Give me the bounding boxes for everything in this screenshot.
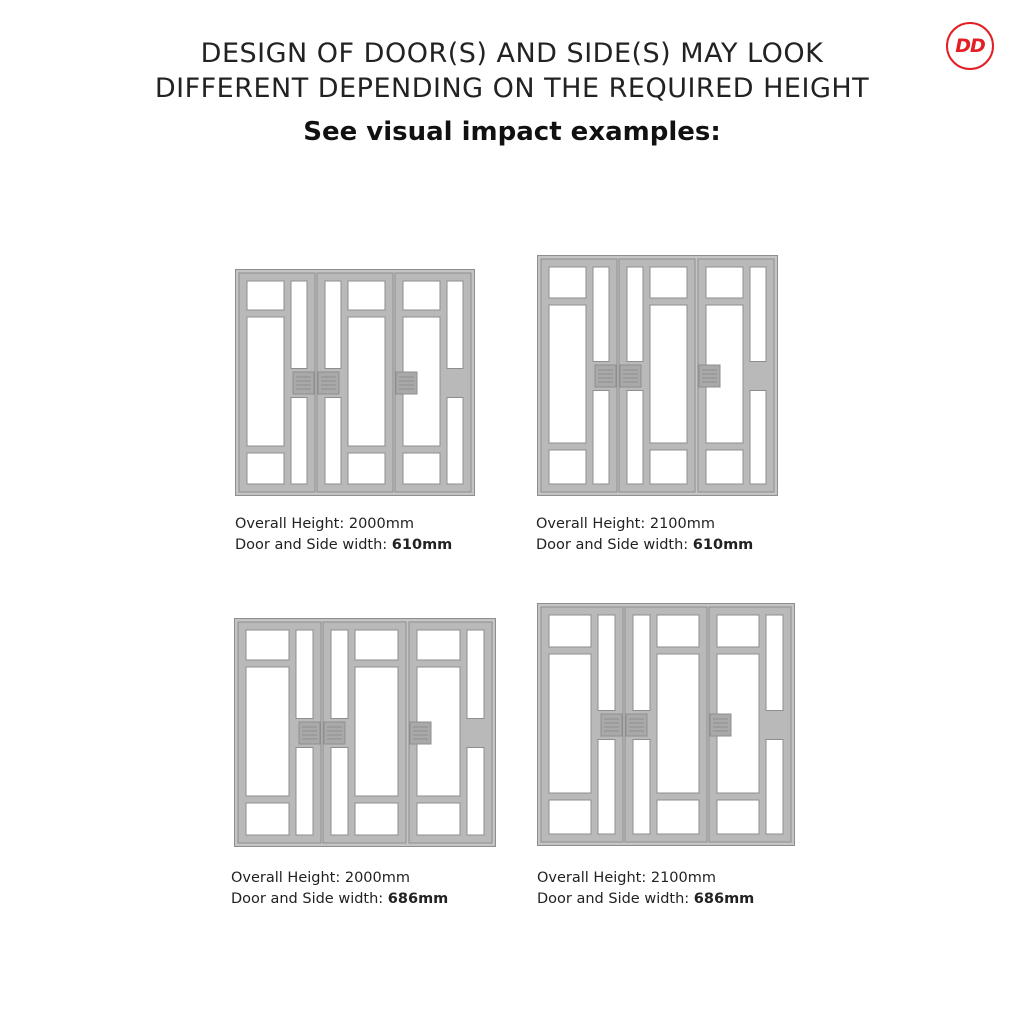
glass-pane [650, 267, 687, 298]
dd-logo: DD [946, 22, 994, 70]
glass-pane [247, 453, 284, 484]
example-caption [536, 514, 753, 556]
glass-pane [247, 317, 284, 446]
glass-pane [325, 398, 341, 485]
glass-pane [348, 317, 385, 446]
door-handle [626, 714, 647, 736]
glass-pane [549, 615, 591, 647]
glass-pane [633, 740, 650, 835]
glass-pane [549, 305, 586, 443]
glass-pane [417, 630, 460, 660]
glass-pane [403, 281, 440, 310]
glass-pane [750, 267, 766, 362]
glass-pane [247, 281, 284, 310]
door-handle [324, 722, 345, 744]
heading-subtitle: See visual impact examples: [303, 117, 721, 147]
glass-pane [417, 803, 460, 835]
door-handle [318, 372, 339, 394]
glass-pane [593, 267, 609, 362]
door-handle [595, 365, 616, 387]
door-handle [396, 372, 417, 394]
glass-pane [325, 281, 341, 369]
glass-pane [657, 800, 699, 834]
door-handle [293, 372, 314, 394]
overall-height-line: Overall Height: 2100mm [537, 870, 717, 886]
glass-pane [766, 615, 783, 711]
overall-height-line: Overall Height: 2000mm [235, 516, 415, 532]
glass-pane [331, 748, 348, 836]
glass-pane [717, 800, 759, 834]
door-set-diagram [537, 255, 778, 496]
glass-pane [355, 803, 398, 835]
example-caption [231, 868, 448, 910]
glass-pane [627, 391, 643, 485]
glass-pane [467, 630, 484, 719]
door-set-diagram [235, 269, 475, 496]
glass-pane [447, 398, 463, 485]
heading-line-1: DESIGN OF DOOR(S) AND SIDE(S) MAY LOOK [200, 38, 824, 69]
overall-height-line: Overall Height: 2000mm [231, 870, 411, 886]
door-handle [299, 722, 320, 744]
glass-pane [331, 630, 348, 719]
example-caption [537, 868, 754, 910]
glass-pane [593, 391, 609, 485]
door-handle [601, 714, 622, 736]
glass-pane [717, 615, 759, 647]
glass-pane [403, 453, 440, 484]
door-set-diagram [234, 618, 496, 847]
glass-pane [296, 748, 313, 836]
glass-pane [447, 281, 463, 369]
glass-pane [296, 630, 313, 719]
glass-pane [627, 267, 643, 362]
glass-pane [348, 281, 385, 310]
example-caption [235, 514, 452, 556]
glass-pane [706, 267, 743, 298]
glass-pane [650, 450, 687, 484]
overall-height-line: Overall Height: 2100mm [536, 516, 716, 532]
door-side-width-line: Door and Side width: 686mm [537, 891, 755, 907]
glass-pane [766, 740, 783, 835]
glass-pane [246, 803, 289, 835]
glass-pane [633, 615, 650, 711]
glass-pane [549, 800, 591, 834]
glass-pane [706, 450, 743, 484]
door-side-width-line: Door and Side width: 610mm [536, 537, 754, 553]
glass-pane [750, 391, 766, 485]
door-set-diagram [537, 603, 795, 846]
glass-pane [467, 748, 484, 836]
door-handle [699, 365, 720, 387]
heading-line-2: DIFFERENT DEPENDING ON THE REQUIRED HEIGHT [154, 73, 870, 104]
glass-pane [650, 305, 687, 443]
glass-pane [246, 667, 289, 796]
door-handle [710, 714, 731, 736]
door-side-width-line: Door and Side width: 686mm [231, 891, 449, 907]
glass-pane [291, 281, 307, 369]
door-handle [620, 365, 641, 387]
glass-pane [549, 450, 586, 484]
glass-pane [549, 267, 586, 298]
glass-pane [598, 615, 615, 711]
glass-pane [657, 615, 699, 647]
glass-pane [246, 630, 289, 660]
glass-pane [598, 740, 615, 835]
door-side-width-line: Door and Side width: 610mm [235, 537, 453, 553]
glass-pane [348, 453, 385, 484]
glass-pane [549, 654, 591, 793]
glass-pane [355, 667, 398, 796]
glass-pane [291, 398, 307, 485]
glass-pane [657, 654, 699, 793]
glass-pane [355, 630, 398, 660]
door-handle [410, 722, 431, 744]
